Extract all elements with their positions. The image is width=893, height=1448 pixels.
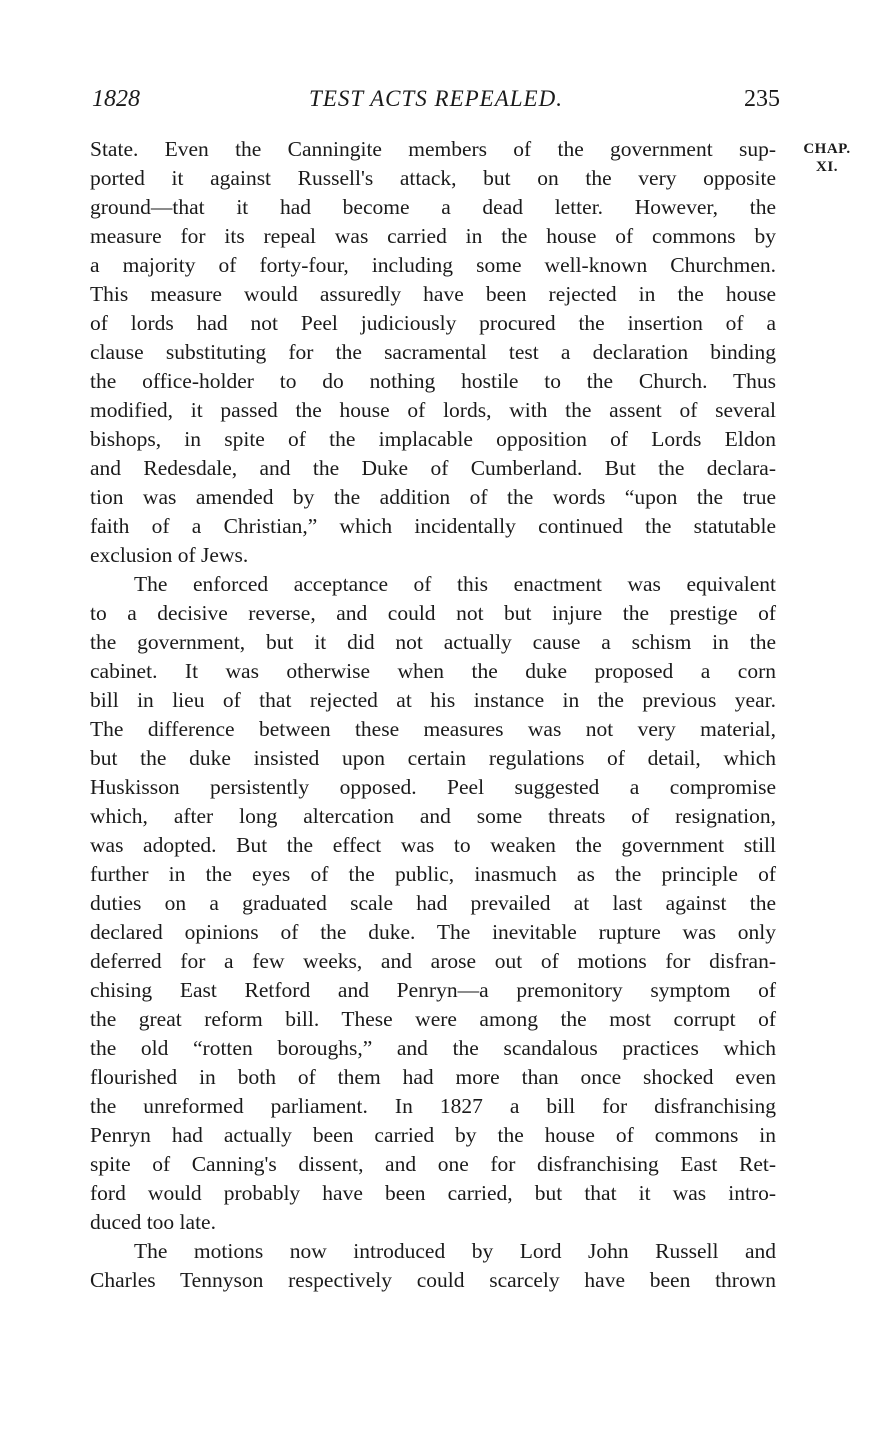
text-line: duties on a graduated scale had prevailed at last against the (90, 891, 776, 915)
text-line: The difference between these measures was not very material, (90, 717, 776, 741)
text-line: further in the eyes of the public, inasmuch as the principle of (90, 862, 776, 886)
text-line: duced too late. (90, 1210, 216, 1234)
text-line: modified, it passed the house of lords, with the assent of several (90, 398, 776, 422)
text-line: the great reform bill. These were among the most corrupt of (90, 1007, 776, 1031)
text-line: ford would probably have been carried, but that it was intro- (90, 1181, 776, 1205)
text-line: bishops, in spite of the implacable opposition of Lords Eldon (90, 427, 776, 451)
text-line: cabinet. It was otherwise when the duke proposed a corn (90, 659, 776, 683)
text-line: chising East Retford and Penryn—a premonitory symptom of (90, 978, 776, 1002)
page-number: 235 (744, 86, 780, 112)
text-line: Penryn had actually been carried by the house of commons in (90, 1123, 776, 1147)
text-line: measure for its repeal was carried in the house of commons by (90, 224, 776, 248)
chapter-label: CHAP. (803, 141, 851, 157)
text-line: tion was amended by the addition of the words “upon the true (90, 485, 776, 509)
text-line: the unreformed parliament. In 1827 a bill for disfranchising (90, 1094, 776, 1118)
running-head-title: TEST ACTS REPEALED. (309, 86, 563, 111)
text-line: the office-holder to do nothing hostile to the Church. Thus (90, 369, 776, 393)
text-line: declared opinions of the duke. The inevitable rupture was only (90, 920, 776, 944)
running-head (92, 86, 780, 118)
text-line: ported it against Russell's attack, but on the very opposite (90, 166, 776, 190)
text-line: Huskisson persistently opposed. Peel suggested a compromise (90, 775, 776, 799)
text-line: a majority of forty-four, including some well-known Churchmen. (90, 253, 776, 277)
chapter-margin-note (792, 140, 862, 176)
chapter-number: XI. (816, 159, 838, 175)
text-line: clause substituting for the sacramental test a declaration binding (90, 340, 776, 364)
body-text (90, 135, 776, 1295)
text-line: spite of Canning's dissent, and one for disfranchising East Ret- (90, 1152, 776, 1176)
text-line: and Redesdale, and the Duke of Cumberland. But the declara- (90, 456, 776, 480)
text-line: The enforced acceptance of this enactment was equivalent (134, 572, 776, 596)
text-line: ground—that it had become a dead letter. However, the (90, 195, 776, 219)
text-line: The motions now introduced by Lord John Russell and (134, 1239, 776, 1263)
running-head-year: 1828 (92, 86, 140, 112)
text-line: Charles Tennyson respectively could scarcely have been thrown (90, 1268, 776, 1292)
text-line: which, after long altercation and some threats of resignation, (90, 804, 776, 828)
text-line: to a decisive reverse, and could not but injure the prestige of (90, 601, 776, 625)
text-line: This measure would assuredly have been rejected in the house (90, 282, 776, 306)
text-line: the government, but it did not actually cause a schism in the (90, 630, 776, 654)
text-line: the old “rotten boroughs,” and the scandalous practices which (90, 1036, 776, 1060)
text-line: exclusion of Jews. (90, 543, 249, 567)
text-line: deferred for a few weeks, and arose out of motions for disfran- (90, 949, 776, 973)
text-line: was adopted. But the effect was to weaken the government still (90, 833, 776, 857)
text-line: but the duke insisted upon certain regulations of detail, which (90, 746, 776, 770)
text-line: flourished in both of them had more than once shocked even (90, 1065, 776, 1089)
text-line: State. Even the Canningite members of the government sup- (90, 137, 776, 161)
text-line: of lords had not Peel judiciously procured the insertion of a (90, 311, 776, 335)
text-line: bill in lieu of that rejected at his instance in the previous year. (90, 688, 776, 712)
text-line: faith of a Christian,” which incidentally continued the statutable (90, 514, 776, 538)
